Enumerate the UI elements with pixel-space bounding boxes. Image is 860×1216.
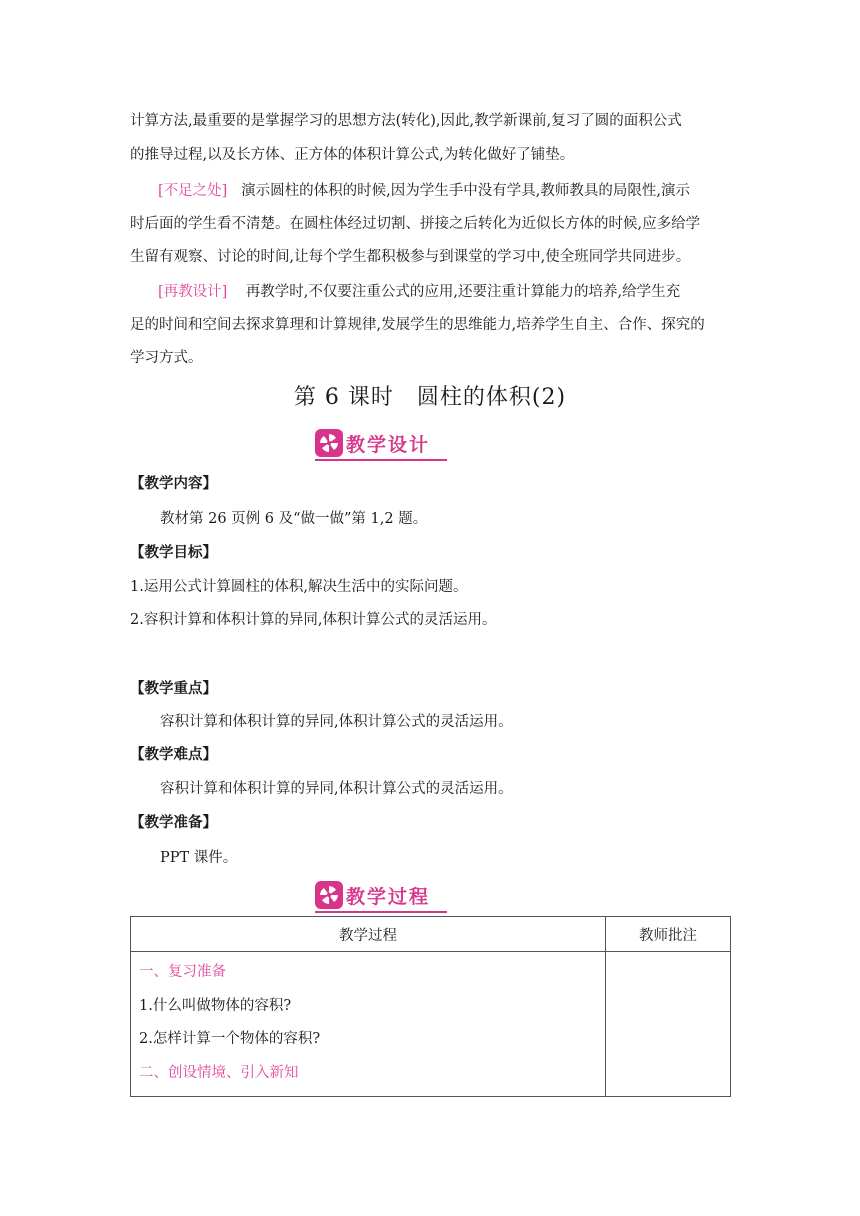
- prep-heading: 【教学准备】: [130, 814, 217, 831]
- banner-teaching-process: [315, 880, 430, 910]
- pinwheel-icon: [315, 881, 343, 909]
- redesign-text: 再教学时,不仅要注重公式的应用,还要注重计算能力的培养,给学生充: [245, 284, 681, 300]
- shortcoming-text: 演示圆柱的体积的时候,因为学生手中没有学具,教师教具的局限性,演示: [241, 183, 690, 199]
- table-row: [131, 952, 731, 1097]
- col-process-header: 教学过程: [131, 917, 606, 952]
- shortcoming-line-2: 时后面的学生看不清楚。在圆柱体经过切割、拼接之后转化为近似长方体的时候,应多给学: [130, 216, 701, 232]
- shortcoming-line-3: 生留有观察、讨论的时间,让每个学生都积极参与到课堂的学习中,使全班同学共同进步。: [130, 249, 691, 265]
- shortcoming-label: [不足之处]: [158, 183, 228, 199]
- key-heading: 【教学重点】: [130, 680, 217, 697]
- prep-text: PPT 课件。: [160, 850, 238, 866]
- pinwheel-icon: [315, 429, 343, 457]
- banner-design-text: 教学设计: [346, 433, 431, 456]
- table-header-row: [131, 917, 731, 952]
- step-1-title: 一、复习准备: [139, 964, 226, 980]
- content-text: 教材第 26 页例 6 及“做一做”第 1,2 题。: [160, 511, 428, 527]
- redesign-label: [再教设计]: [158, 284, 228, 300]
- intro-line-2: 的推导过程,以及长方体、正方体的体积计算公式,为转化做好了铺垫。: [130, 147, 575, 163]
- process-table: [130, 916, 731, 1097]
- redesign-line-3: 学习方式。: [130, 350, 203, 366]
- goal-1: 1.运用公式计算圆柱的体积,解决生活中的实际问题。: [130, 579, 468, 595]
- intro-line-1: 计算方法,最重要的是掌握学习的思想方法(转化),因此,教学新课前,复习了圆的面积公式: [130, 113, 682, 129]
- notes-cell: [606, 952, 731, 1097]
- redesign-line-2: 足的时间和空间去探求算理和计算规律,发展学生的思维能力,培养学生自主、合作、探究的: [130, 317, 705, 333]
- col-notes-header: 教师批注: [606, 917, 731, 952]
- banner-teaching-design: [315, 428, 430, 458]
- difficult-heading: 【教学难点】: [130, 746, 217, 763]
- goal-2: 2.容积计算和体积计算的异同,体积计算公式的灵活运用。: [130, 612, 497, 628]
- banner-underline: [315, 911, 447, 913]
- process-cell: [131, 952, 606, 1097]
- question-2: 2.怎样计算一个物体的容积?: [139, 1031, 321, 1047]
- shortcoming-para: [130, 176, 730, 207]
- step-2-title: 二、创设情境、引入新知: [139, 1064, 299, 1081]
- difficult-text: 容积计算和体积计算的异同,体积计算公式的灵活运用。: [160, 781, 513, 797]
- lesson-title: 第 6 课时 圆柱的体积(2): [293, 385, 567, 410]
- goals-heading: 【教学目标】: [130, 544, 217, 561]
- banner-underline: [315, 459, 447, 461]
- banner-process-text: 教学过程: [346, 885, 431, 908]
- question-1: 1.什么叫做物体的容积?: [139, 997, 292, 1014]
- key-text: 容积计算和体积计算的异同,体积计算公式的灵活运用。: [160, 714, 513, 730]
- content-heading: 【教学内容】: [130, 475, 217, 492]
- redesign-para: [130, 277, 730, 308]
